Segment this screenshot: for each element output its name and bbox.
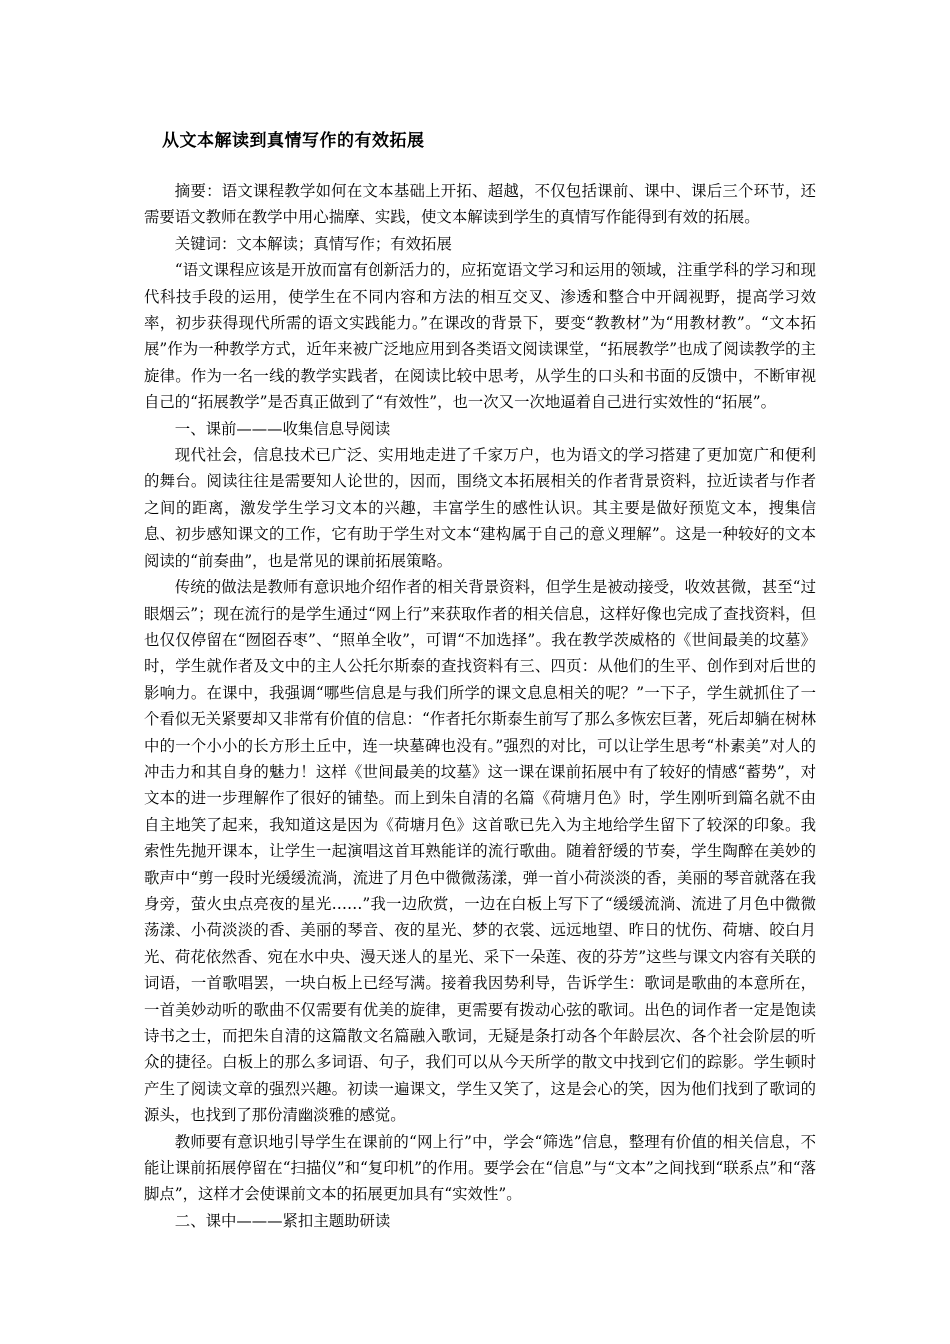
section-1-paragraph-3: 教师要有意识地引导学生在课前的“网上行”中，学会“筛选”信息，整理有价值的相关信息，不能让课前拓展停留在“扫描仪”和“复印机”的作用。要学会在“信息”与“文本”之间找到“联系点”和“落脚点”，这样才会使课前文本的拓展更加具有“实效性”。 [144,1132,816,1204]
keywords-paragraph: 关键词：文本解读；真情写作；有效拓展 [174,234,452,253]
section-2-heading: 二、课中———紧扣主题助研读 [174,1211,391,1230]
document-body [144,178,816,1234]
section-1-paragraph-2: 传统的做法是教师有意识地介绍作者的相关背景资料，但学生是被动接受，收效甚微，甚至“过眼烟云”；现在流行的是学生通过“网上行”来获取作者的相关信息，这样好像也完成了查找资料，但也仅仅停留在“囫囵吞枣”、“照单全收”，可谓“不加选择”。我在教学茨威格的《世间最美的坟墓》时，学生就作者及文中的主人公托尔斯泰的查找资料有三、四页：从他们的生平、创作到对后世的影响力。在课中，我强调“哪些信息是与我们所学的课文息息相关的呢？”一下子，学生就抓住了一个看似无关紧要却又非常有价值的信息：“作者托尔斯泰生前写了那么多恢宏巨著，死后却躺在树林中的一个小小的长方形土丘中，连一块墓碑也没有。”强烈的对比，可以让学生思考“朴素美”对人的冲击力和其自身的魅力！这样《世间最美的坟墓》这一课在课前拓展中有了较好的情感“蓄势”，对文本的进一步理解作了很好的铺垫。而上到朱自清的名篇《荷塘月色》时，学生刚听到篇名就不由自主地笑了起来，我知道这是因为《荷塘月色》这首歌已先入为主地给学生留下了较深的印象。我索性先抛开课本，让学生一起演唱这首耳熟能详的流行歌曲。随着舒缓的节奏，学生陶醉在美妙的歌声中“剪一段时光缓缓流淌，流进了月色中微微荡漾，弹一首小荷淡淡的香，美丽的琴音就落在我身旁，萤火虫点亮夜的星光……”我一边欣赏，一边在白板上写下了“缓缓流淌、流进了月色中微微荡漾、小荷淡淡的香、美丽的琴音、夜的星光、梦的衣裳、远远地望、昨日的忧伤、荷塘、皎白月光、荷花依然香、宛在水中央、漫天迷人的星光、采下一朵莲、夜的芬芳”这些与课文内容有关联的词语，一首歌唱罢，一块白板上已经写满。接着我因势利导，告诉学生：歌词是歌曲的本意所在，一首美妙动听的歌曲不仅需要有优美的旋律，更需要有拨动心弦的歌词。出色的词作者一定是饱读诗书之士，而把朱自清的这篇散文名篇融入歌词，无疑是条打动各个年龄层次、各个社会阶层的听众的捷径。白板上的那么多词语、句子，我们可以从今天所学的散文中找到它们的踪影。学生顿时产生了阅读文章的强烈兴趣。初读一遍课文，学生又笑了，这是会心的笑，因为他们找到了歌词的源头，也找到了那份清幽淡雅的感觉。 [144,578,816,1125]
document-title: 从文本解读到真情写作的有效拓展 [162,131,425,151]
abstract-paragraph: 摘要：语文课程教学如何在文本基础上开拓、超越，不仅包括课前、课中、课后三个环节，还需要语文教师在教学中用心揣摩、实践，使文本解读到学生的真情写作能得到有效的拓展。 [144,182,816,227]
section-1-heading: 一、课前———收集信息导阅读 [174,419,391,438]
intro-paragraph: “语文课程应该是开放而富有创新活力的，应拓宽语文学习和运用的领域，注重学科的学习和现代科技手段的运用，使学生在不同内容和方法的相互交叉、渗透和整合中开阔视野，提高学习效率，初步获得现代所需的语文实践能力。”在课改的背景下，要变“教教材”为“用教材教”。“文本拓展”作为一种教学方式，近年来被广泛地应用到各类语文阅读课堂，“拓展教学”也成了阅读教学的主旋律。作为一名一线的教学实践者，在阅读比较中思考，从学生的口头和书面的反馈中，不断审视自己的“拓展教学”是否真正做到了“有效性”，也一次又一次地逼着自己进行实效性的“拓展”。 [144,261,816,412]
section-1-paragraph-1: 现代社会，信息技术已广泛、实用地走进了千家万户，也为语文的学习搭建了更加宽广和便利的舞台。阅读往往是需要知人论世的，因而，围绕文本拓展相关的作者背景资料，拉近读者与作者之间的距离，激发学生学习文本的兴趣，丰富学生的感性认识。其主要是做好预览文本，搜集信息、初步感知课文的工作，它有助于学生对文本“建构属于自己的意义理解”。这是一种较好的文本阅读的“前奏曲”，也是常见的课前拓展策略。 [144,446,816,570]
